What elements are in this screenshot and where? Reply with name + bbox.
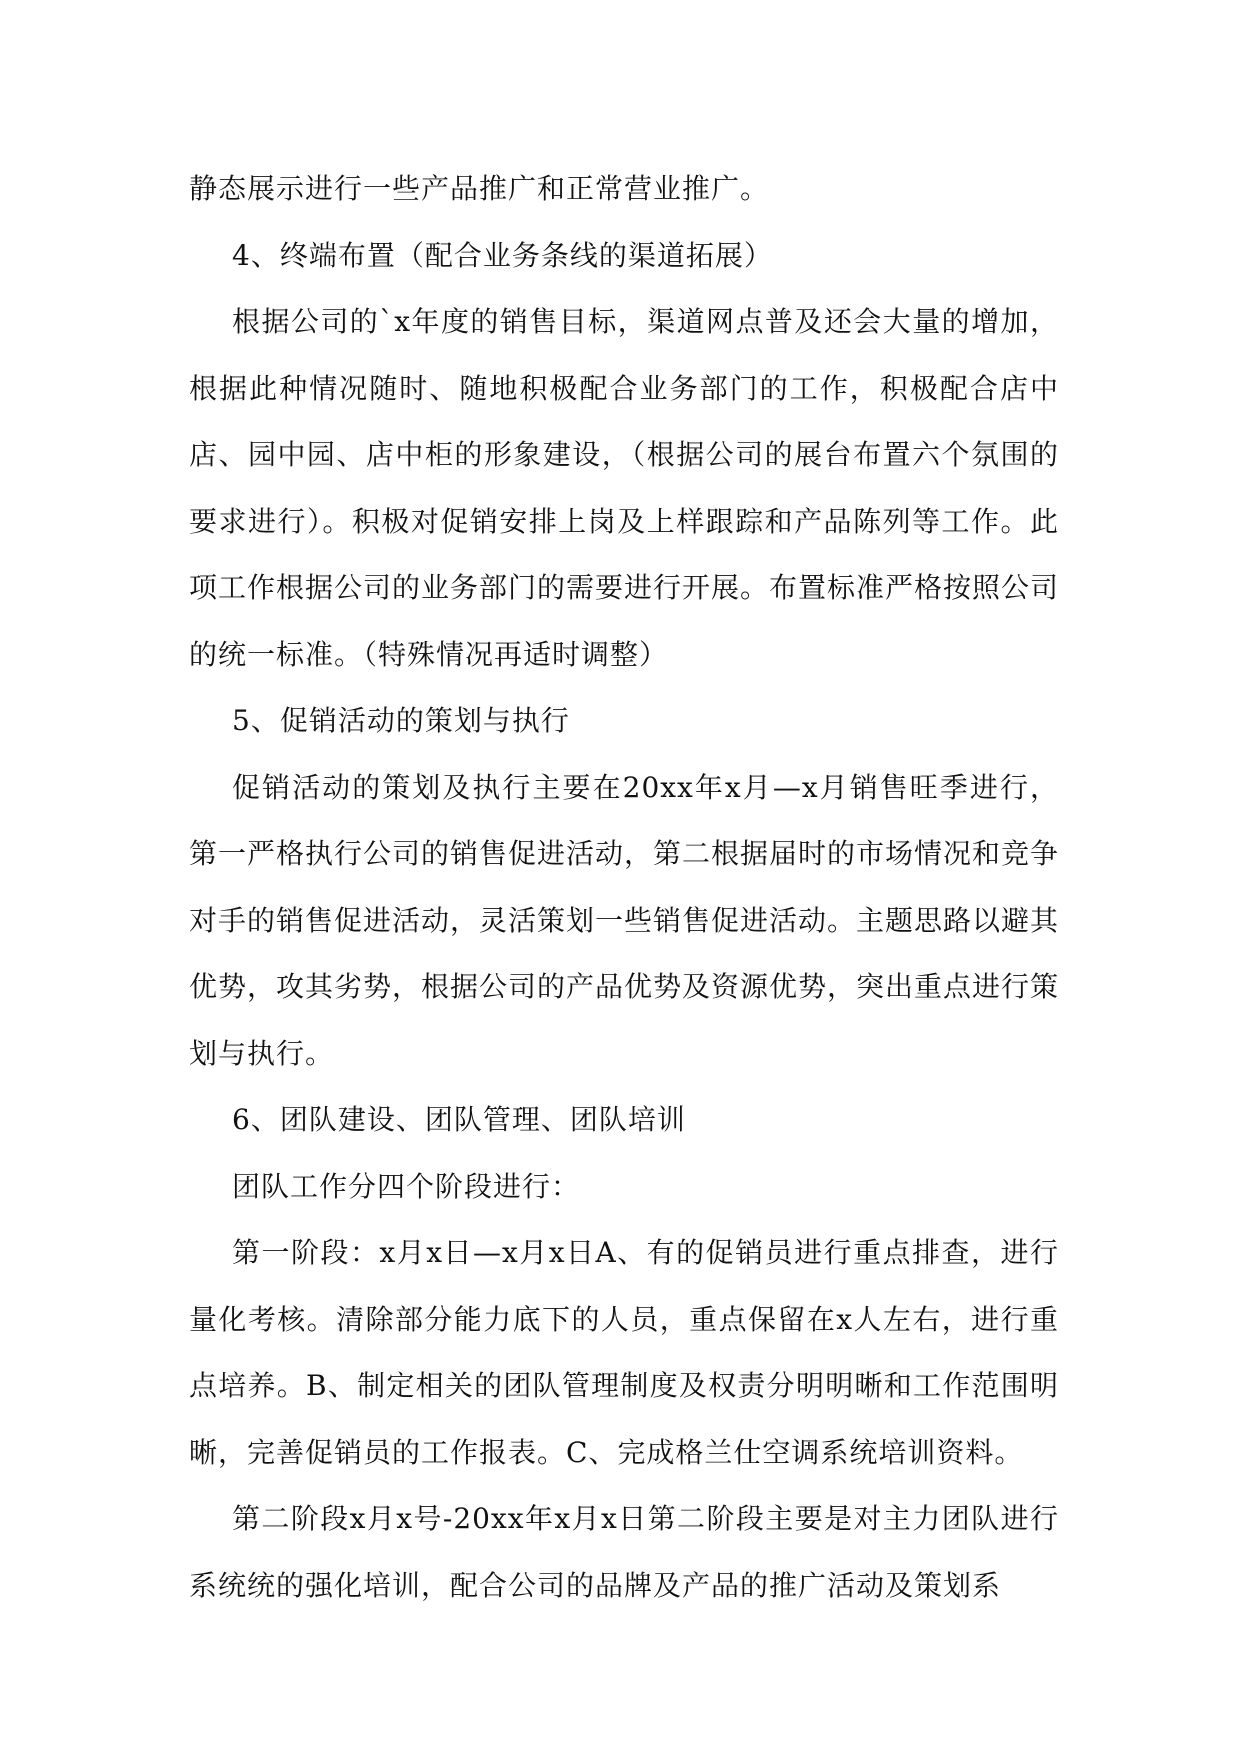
section-heading-terminal-layout: 4、终端布置（配合业务条线的渠道拓展） [232, 238, 773, 272]
paragraph-continuation: 静态展示进行一些产品推广和正常营业推广。 [189, 172, 770, 205]
paragraph-promotion: 促销活动的策划及执行主要在20xx年x月—x月销售旺季进行，第一严格执行公司的销售促进活动，第二根据届时的市场情况和竞争对手的销售促进活动，灵活策划一些销售促进活动。主题思路以避其优势，攻其劣势，根据公司的产品优势及资源优势，突出重点进行策划与执行。 [189, 770, 1060, 1070]
document-body [189, 156, 1059, 1619]
paragraph-terminal-layout: 根据公司的`x年度的销售目标，渠道网点普及还会大量的增加，根据此种情况随时、随地积极配合业务部门的工作，积极配合店中店、园中园、店中柜的形象建设，（根据公司的展台布置六个氛围的要求进行）。积极对促销安排上岗及上样跟踪和产品陈列等工作。此项工作根据公司的业务部门的需要进行开展。布置标准严格按照公司的统一标准。（特殊情况再适时调整） [189, 305, 1060, 671]
paragraph-team-intro: 团队工作分四个阶段进行： [232, 1169, 581, 1203]
paragraph-stage-one: 第一阶段：x月x日—x月x日A、有的促销员进行重点排查，进行量化考核。清除部分能力底下的人员，重点保留在x人左右，进行重点培养。B、制定相关的团队管理制度及权责分明明晰和工作范围明晰，完善促销员的工作报表。C、完成格兰仕空调系统培训资料。 [189, 1236, 1059, 1469]
section-heading-promotion: 5、促销活动的策划与执行 [232, 704, 570, 737]
section-heading-team: 6、团队建设、团队管理、团队培训 [232, 1103, 686, 1136]
paragraph-stage-two: 第二阶段x月x号-20xx年x月x日第二阶段主要是对主力团队进行系统统的强化培训，配合公司的品牌及产品的推广活动及策划系 [189, 1502, 1059, 1602]
